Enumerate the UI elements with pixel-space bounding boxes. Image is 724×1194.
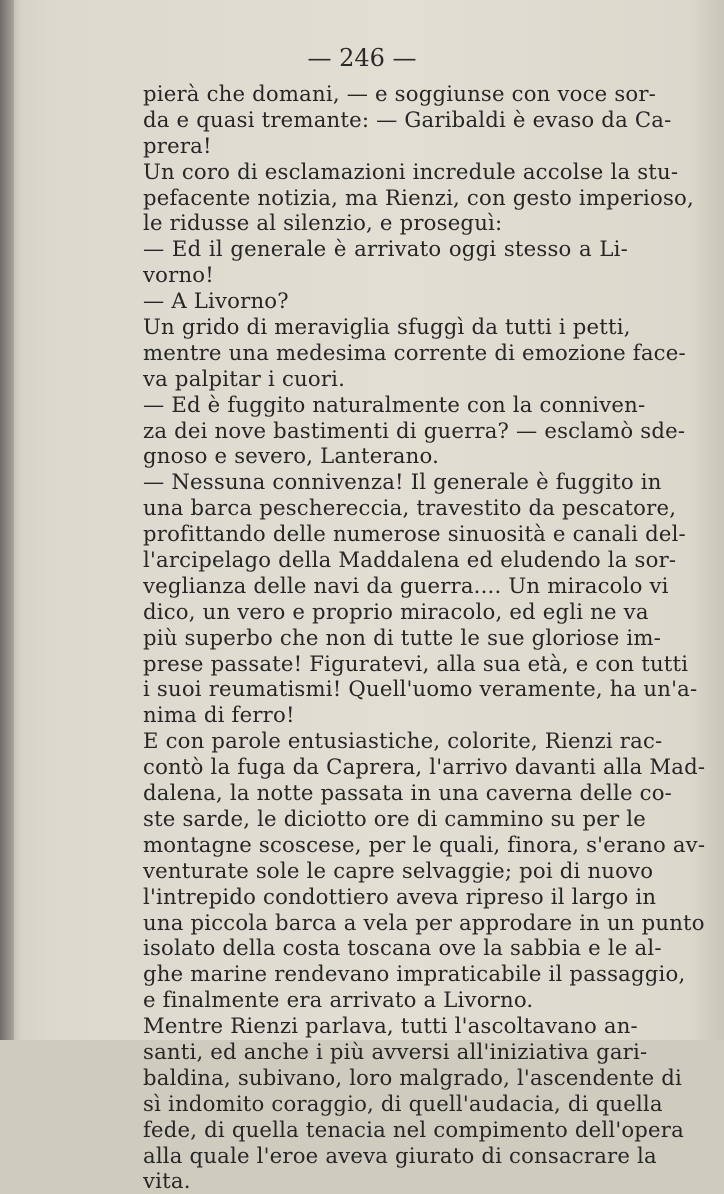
text-line: l'arcipelago della Maddalena ed eludendo la sor- — [143, 547, 677, 573]
text-line: nima di ferro! — [143, 702, 295, 728]
text-line: Mentre Rienzi parlava, tutti l'ascoltavano an- — [143, 1013, 638, 1039]
text-line: più superbo che non di tutte le sue gloriose im- — [143, 624, 661, 650]
text-line: sì indomito coraggio, di quell'audacia, di quella — [143, 1090, 663, 1116]
text-line: venturate sole le capre selvaggie; poi di nuovo — [143, 857, 654, 883]
text-line: veglianza delle navi da guerra.... Un miracolo vi — [143, 572, 669, 598]
text-line: dico, un vero e proprio miracolo, ed egli ne va — [143, 598, 649, 624]
text-line: vorno! — [143, 262, 214, 288]
text-line: montagne scoscese, per le quali, finora, s'erano av- — [143, 831, 706, 857]
text-line: ghe marine rendevano impraticabile il passaggio, — [143, 961, 686, 987]
text-line: e finalmente era arrivato a Livorno. — [143, 987, 534, 1013]
text-line: da e quasi tremante: — Garibaldi è evaso da Ca- — [143, 106, 672, 132]
text-line: santi, ed anche i più avversi all'iniziativa gari- — [143, 1038, 648, 1064]
text-line: Un coro di esclamazioni incredule accolse la stu- — [143, 158, 679, 184]
text-line: fede, di quella tenacia nel compimento dell'opera — [143, 1116, 684, 1142]
body-text — [143, 81, 706, 1194]
text-line: alla quale l'eroe aveva giurato di consacrare la — [143, 1142, 657, 1168]
text-line: pefacente notizia, ma Rienzi, con gesto imperioso, — [143, 184, 694, 210]
text-line: baldina, subivano, loro malgrado, l'ascendente di — [143, 1064, 682, 1090]
text-line: prera! — [143, 132, 212, 158]
text-line: Un grido di meraviglia sfuggì da tutti i petti, — [143, 314, 631, 340]
text-line: — A Livorno? — [143, 288, 289, 314]
text-line: le ridusse al silenzio, e proseguì: — [143, 210, 503, 236]
text-line: una piccola barca a vela per approdare in un punto — [143, 909, 705, 935]
text-line: vita. — [143, 1168, 191, 1194]
text-line: prese passate! Figuratevi, alla sua età, e con tutti — [143, 650, 689, 676]
text-line: — Nessuna connivenza! Il generale è fuggito in — [143, 469, 662, 495]
text-line: l'intrepido condottiero aveva ripreso il largo in — [143, 883, 657, 909]
text-line: profittando delle numerose sinuosità e canali del- — [143, 521, 686, 547]
text-line: — Ed il generale è arrivato oggi stesso a Li- — [143, 236, 628, 262]
text-line: — Ed è fuggito naturalmente con la conniven- — [143, 391, 646, 417]
text-line: va palpitar i cuori. — [143, 365, 346, 391]
text-line: dalena, la notte passata in una caverna delle co- — [143, 780, 673, 806]
text-line: contò la fuga da Caprera, l'arrivo davanti alla Mad- — [143, 754, 706, 780]
text-line: isolato della costa toscana ove la sabbia e le al- — [143, 935, 662, 961]
text-line: gnoso e severo, Lanterano. — [143, 443, 440, 469]
text-line: pierà che domani, — e soggiunse con voce sor- — [143, 81, 657, 106]
text-line: mentre una medesima corrente di emozione face- — [143, 339, 686, 365]
text-line: una barca peschereccia, travestito da pescatore, — [143, 495, 677, 521]
page-number: — 246 — — [307, 44, 417, 72]
text-line: E con parole entusiastiche, colorite, Rienzi rac- — [143, 728, 663, 754]
text-line: i suoi reumatismi! Quell'uomo veramente, ha un'a- — [143, 676, 698, 702]
page-spine-shadow — [0, 0, 14, 1040]
text-line: za dei nove bastimenti di guerra? — esclamò sde- — [143, 417, 686, 443]
text-line: ste sarde, le diciotto ore di cammino su per le — [143, 805, 646, 831]
